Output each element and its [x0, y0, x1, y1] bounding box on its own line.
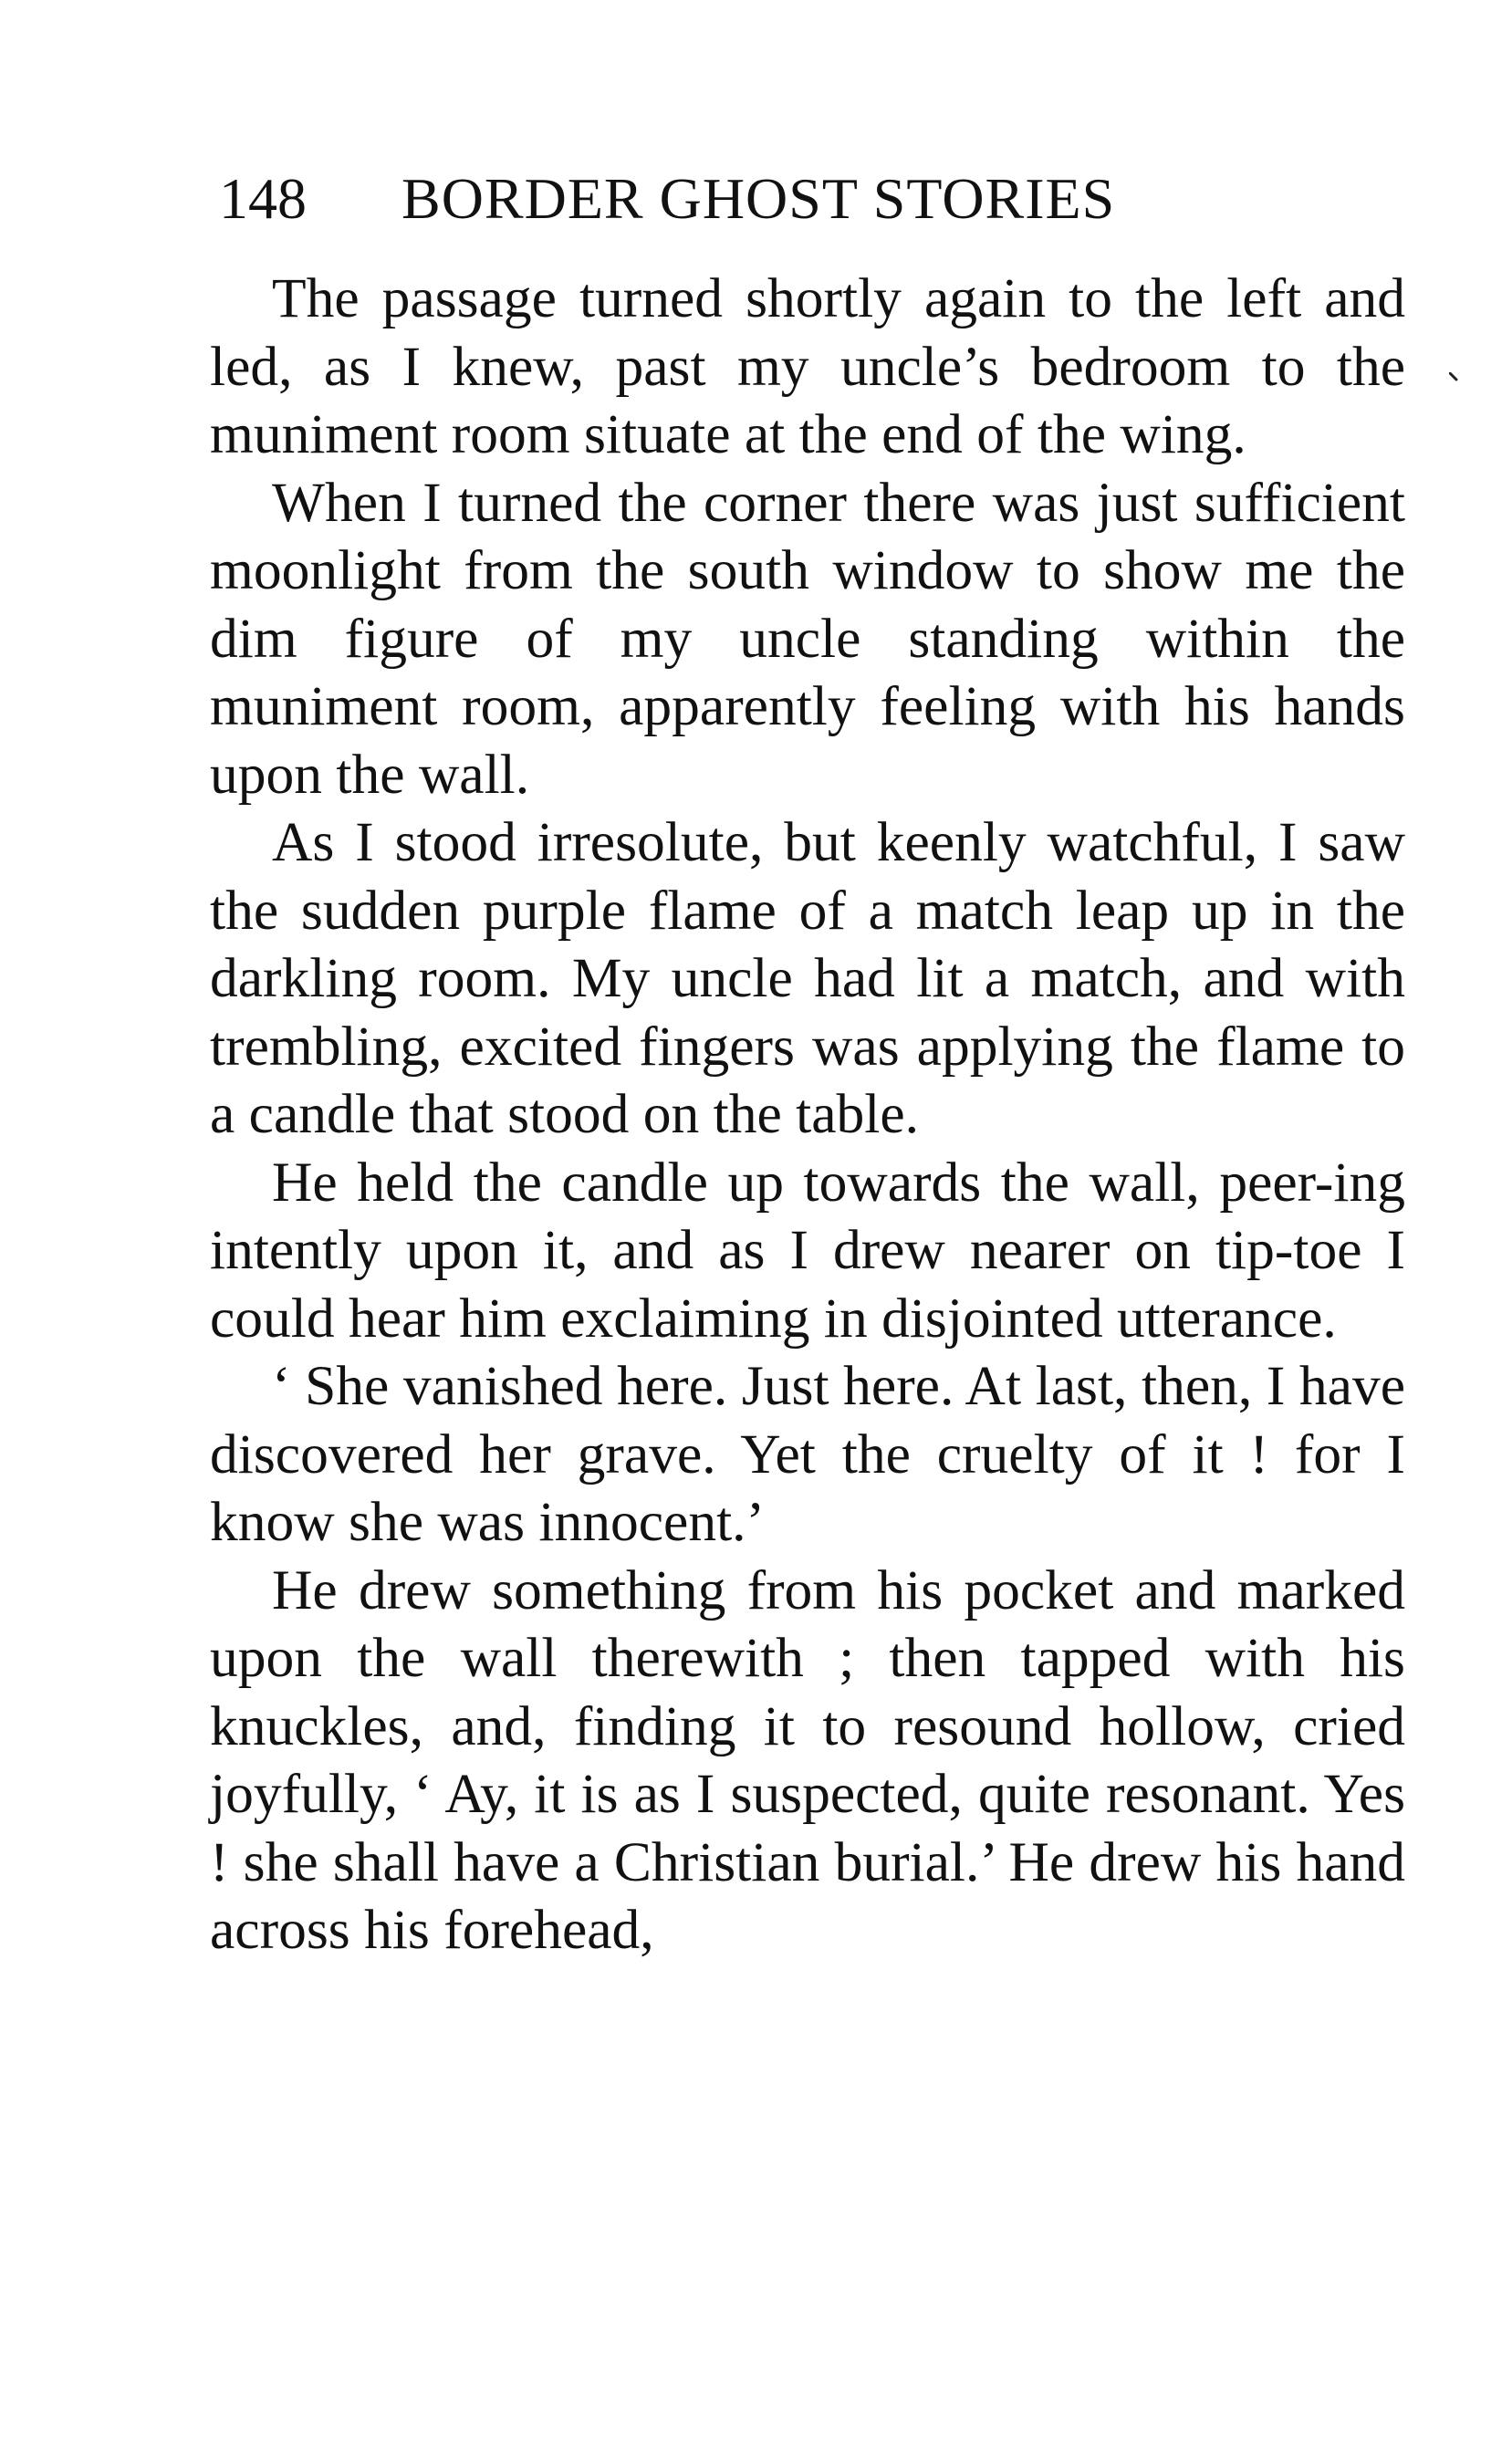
paragraph: As I stood irresolute, but keenly watchful, I saw the sudden purple flame of a match leap up in the darkling room. My uncle had lit a match, and with trembling, excited fingers was applying the flame to a candle that stood on the table. — [210, 811, 1405, 1145]
paragraph: He held the candle up towards the wall, peer-ing intently upon it, and as I drew nearer on tip-toe I could hear him exclaiming in disjointed utterance. — [210, 1151, 1405, 1350]
page-header — [219, 162, 1223, 235]
paragraph: When I turned the corner there was just sufficient moonlight from the south window to show me the dim figure of my uncle standing within the muniment room, apparently feeling with his hands upon the wall. — [210, 471, 1405, 806]
paragraph: He drew something from his pocket and marked upon the wall therewith ; then tapped with his knuckles, and, finding it to resound hollow, cried joyfully, ‘ Ay, it is as I suspected, quite resonant. Yes ! she shall have a Christian burial.’ He drew his hand across his forehead, — [210, 1558, 1405, 1961]
paragraph: ‘ She vanished here. Just here. At last, then, I have discovered her grave. Yet the cruelty of it ! for I know she was innocent.’ — [210, 1355, 1405, 1553]
paragraph: The passage turned shortly again to the left and led, as I knew, past my uncle’s bedroom to the muniment room situate at the end of the wing. — [210, 267, 1405, 465]
body-text — [210, 265, 1405, 1965]
page-number: 148 — [219, 166, 307, 231]
running-title: BORDER GHOST STORIES — [401, 166, 1116, 231]
stray-ink-mark — [1449, 372, 1458, 381]
